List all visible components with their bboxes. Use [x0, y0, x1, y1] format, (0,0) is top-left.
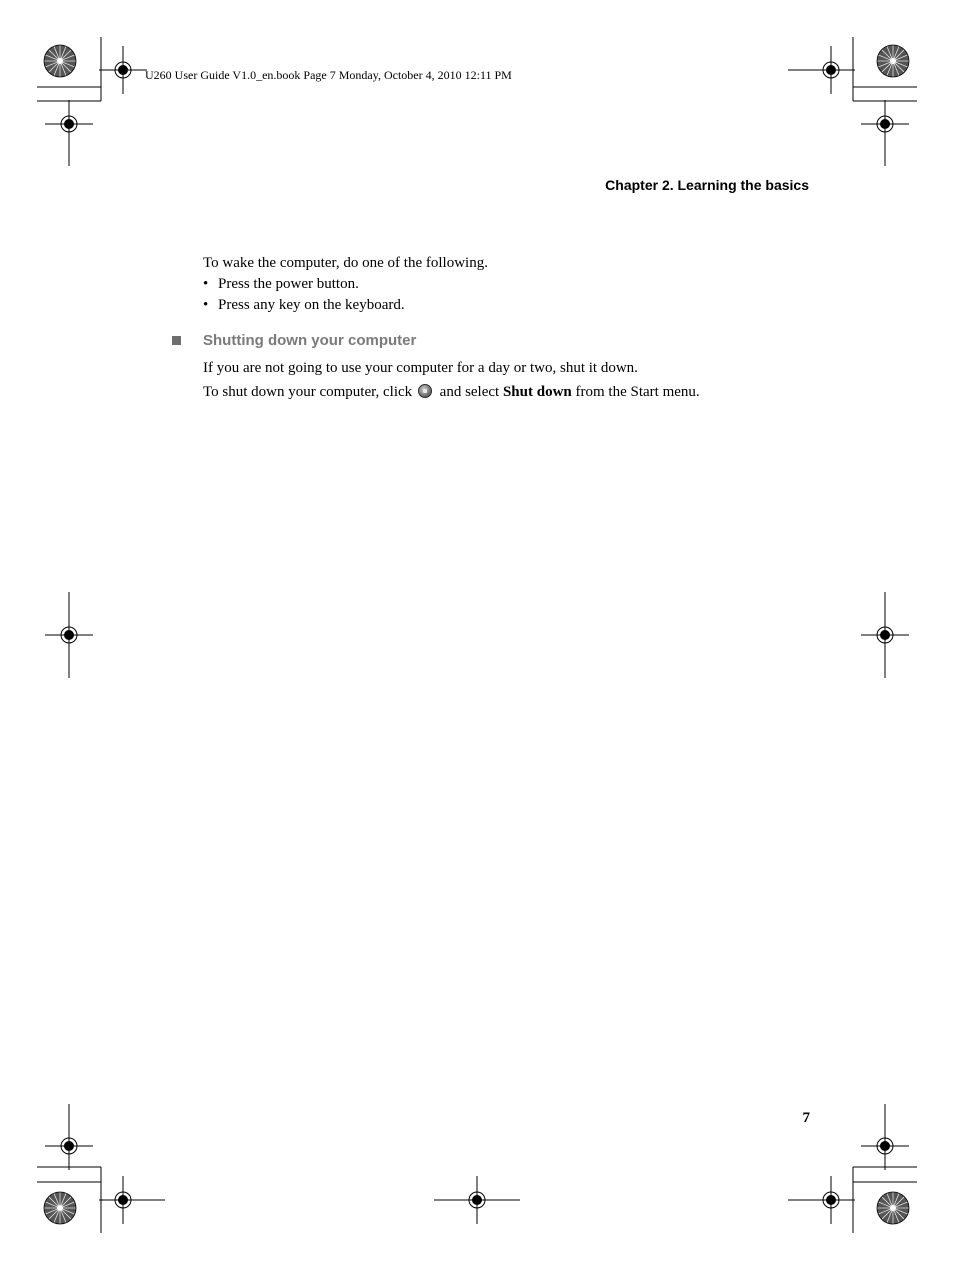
registration-mark-icon [99, 46, 147, 94]
wake-intro: To wake the computer, do one of the following. [203, 255, 488, 271]
text-run: To shut down your computer, click [203, 384, 413, 400]
registration-mark-icon [45, 1122, 93, 1170]
text-run: from the Start menu. [575, 384, 700, 400]
shutdown-paragraph-1: If you are not going to use your computer for a day or two, shut it down. [203, 360, 638, 376]
page-number: 7 [802, 1110, 810, 1126]
windows-start-orb-icon [418, 384, 432, 398]
section-marker-icon [172, 336, 181, 345]
list-item [203, 276, 359, 293]
text-run: and select [439, 384, 500, 400]
shut-down-term: Shut down [502, 384, 572, 400]
running-head: Chapter 2. Learning the basics [605, 177, 809, 193]
list-item [203, 297, 405, 314]
shutdown-paragraph-2 [203, 384, 700, 401]
star-target-icon [877, 45, 909, 77]
section-title: Shutting down your computer [203, 332, 417, 349]
star-target-icon [877, 1192, 909, 1224]
registration-mark-icon [861, 1122, 909, 1170]
bullet: • [203, 276, 209, 292]
list-item-text: Press any key on the keyboard. [218, 297, 405, 313]
print-header: U260 User Guide V1.0_en.book Page 7 Monday, October 4, 2010 12:11 PM [145, 68, 512, 82]
star-target-icon [44, 45, 76, 77]
bullet: • [203, 297, 209, 313]
star-target-icon [44, 1192, 76, 1224]
list-item-text: Press the power button. [218, 276, 359, 292]
